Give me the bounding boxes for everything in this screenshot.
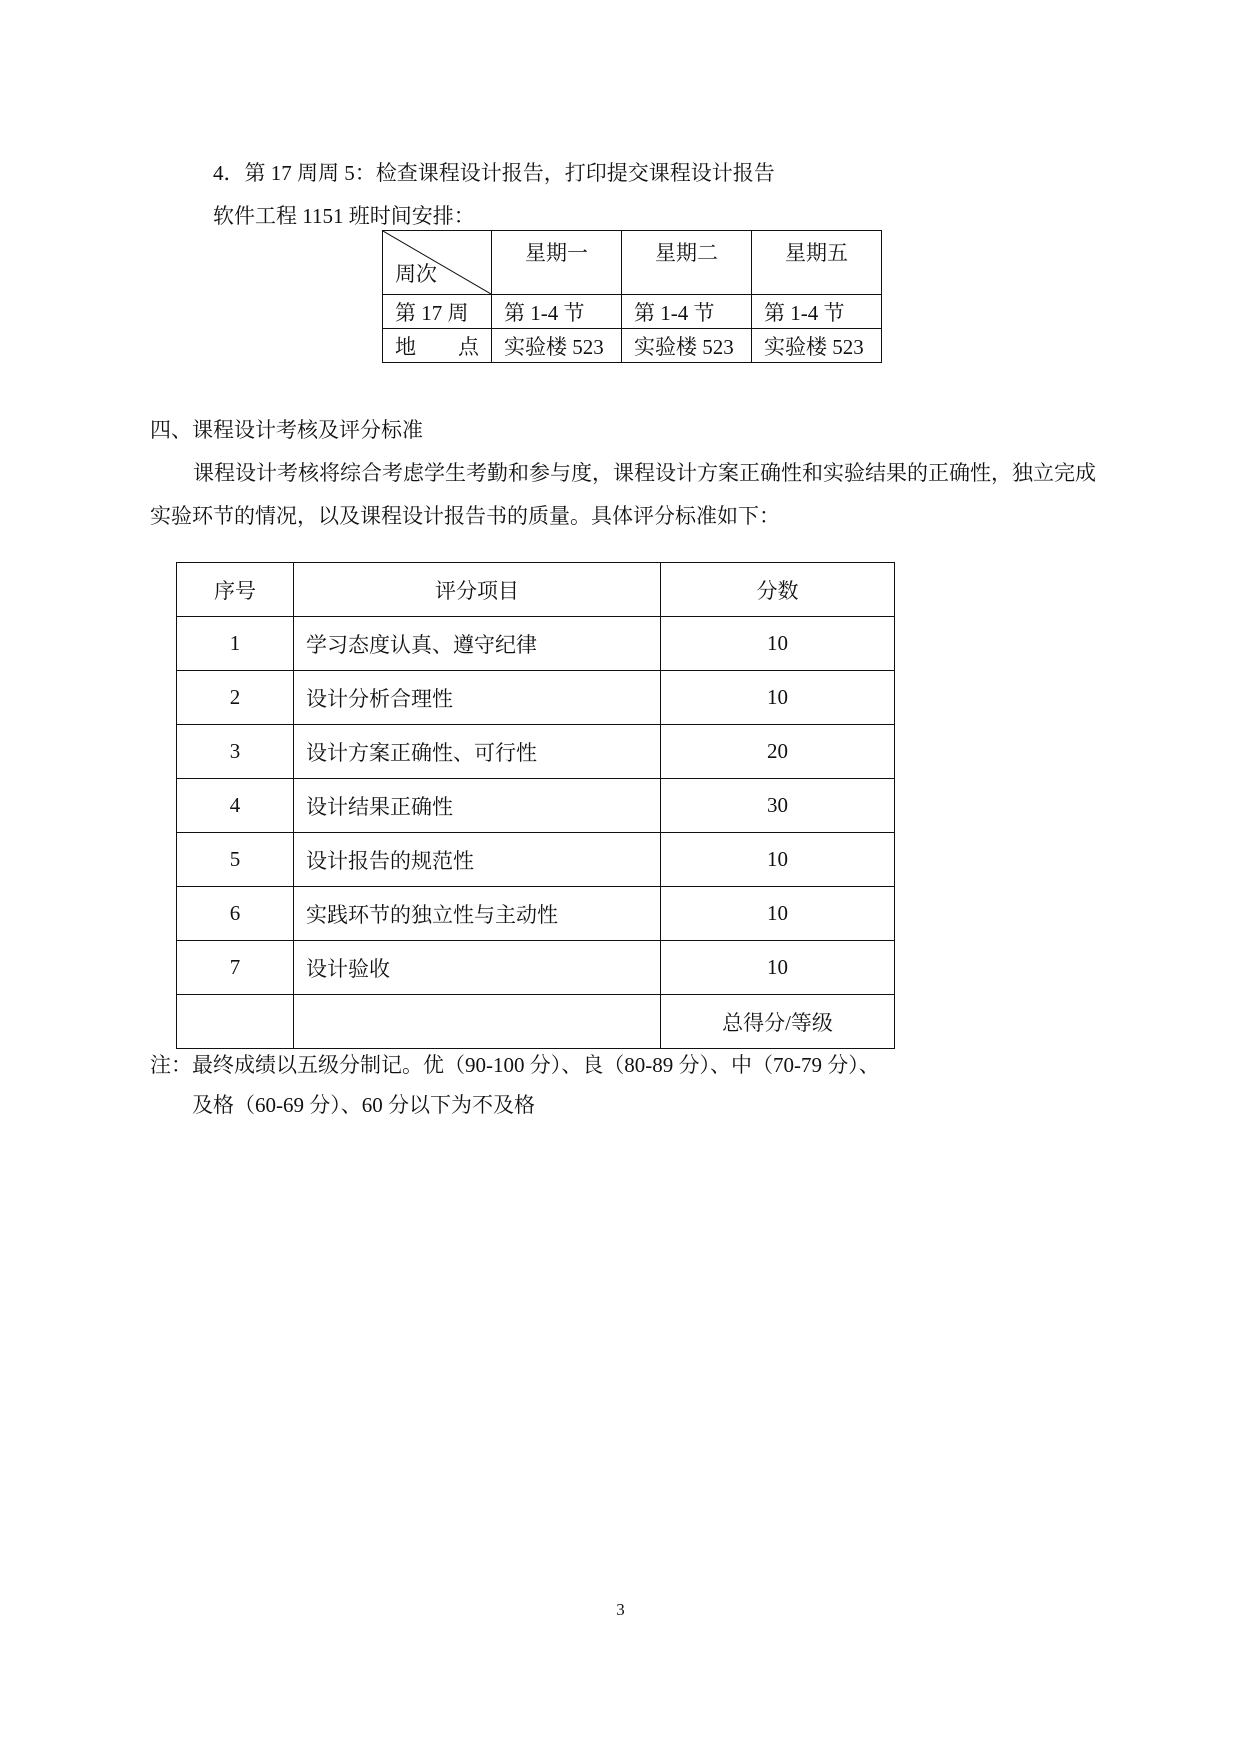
row-item: 学习态度认真、遵守纪律 — [294, 617, 661, 671]
row-index: 3 — [177, 725, 294, 779]
total-empty-cell — [177, 995, 294, 1049]
location-row-label — [383, 329, 492, 363]
table-row — [177, 725, 895, 779]
location-label-char: 点 — [458, 334, 479, 359]
day-header: 星期二 — [622, 231, 752, 295]
schedule-week-row — [383, 295, 882, 329]
header-index: 序号 — [177, 563, 294, 617]
total-row — [177, 995, 895, 1049]
row-score: 30 — [661, 779, 895, 833]
grading-note: 注：最终成绩以五级分制记。优（90-100 分）、良（80-89 分）、中（70-79 分）、 — [150, 1053, 880, 1077]
grading-note: 及格（60-69 分）、60 分以下为不及格 — [192, 1093, 535, 1117]
row-index: 1 — [177, 617, 294, 671]
week-row-label: 第 17 周 — [383, 295, 492, 329]
intro-paragraph-line: 实验环节的情况，以及课程设计报告书的质量。具体评分标准如下： — [150, 504, 780, 528]
page-number: 3 — [616, 1600, 625, 1619]
row-index: 7 — [177, 941, 294, 995]
period-cell: 第 1-4 节 — [622, 295, 752, 329]
period-cell: 第 1-4 节 — [492, 295, 622, 329]
row-score: 10 — [661, 887, 895, 941]
schedule-corner-cell — [383, 231, 492, 295]
header-score: 分数 — [661, 563, 895, 617]
table-row — [177, 671, 895, 725]
row-score: 20 — [661, 725, 895, 779]
header-item: 评分项目 — [294, 563, 661, 617]
row-score: 10 — [661, 941, 895, 995]
schedule-header-row — [383, 231, 882, 295]
table-row — [177, 617, 895, 671]
total-empty-cell — [294, 995, 661, 1049]
schedule-location-row — [383, 329, 882, 363]
row-score: 10 — [661, 617, 895, 671]
day-header: 星期五 — [752, 231, 882, 295]
schedule-intro: 软件工程 1151 班时间安排： — [213, 204, 475, 228]
day-header: 星期一 — [492, 231, 622, 295]
row-score: 10 — [661, 671, 895, 725]
table-row — [177, 833, 895, 887]
location-cell: 实验楼 523 — [492, 329, 622, 363]
grading-table — [176, 562, 895, 1049]
section-heading: 四、课程设计考核及评分标准 — [150, 418, 423, 442]
week-label: 周次 — [395, 262, 437, 286]
row-item: 设计方案正确性、可行性 — [294, 725, 661, 779]
location-cell: 实验楼 523 — [752, 329, 882, 363]
row-index: 4 — [177, 779, 294, 833]
location-label-char: 地 — [395, 334, 416, 359]
period-cell: 第 1-4 节 — [752, 295, 882, 329]
table-row — [177, 779, 895, 833]
row-item: 设计报告的规范性 — [294, 833, 661, 887]
row-item: 设计分析合理性 — [294, 671, 661, 725]
location-cell: 实验楼 523 — [622, 329, 752, 363]
table-row — [177, 941, 895, 995]
row-item: 设计结果正确性 — [294, 779, 661, 833]
table-row — [177, 887, 895, 941]
row-index: 2 — [177, 671, 294, 725]
row-item: 设计验收 — [294, 941, 661, 995]
intro-paragraph-line: 课程设计考核将综合考虑学生考勤和参与度，课程设计方案正确性和实验结果的正确性，独立完成 — [193, 461, 1096, 485]
row-index: 6 — [177, 887, 294, 941]
grading-header-row — [177, 563, 895, 617]
row-index: 5 — [177, 833, 294, 887]
schedule-step-4: 4．第 17 周周 5：检查课程设计报告，打印提交课程设计报告 — [213, 161, 775, 185]
row-score: 10 — [661, 833, 895, 887]
total-label: 总得分/等级 — [661, 995, 895, 1049]
schedule-table — [382, 230, 882, 363]
row-item: 实践环节的独立性与主动性 — [294, 887, 661, 941]
